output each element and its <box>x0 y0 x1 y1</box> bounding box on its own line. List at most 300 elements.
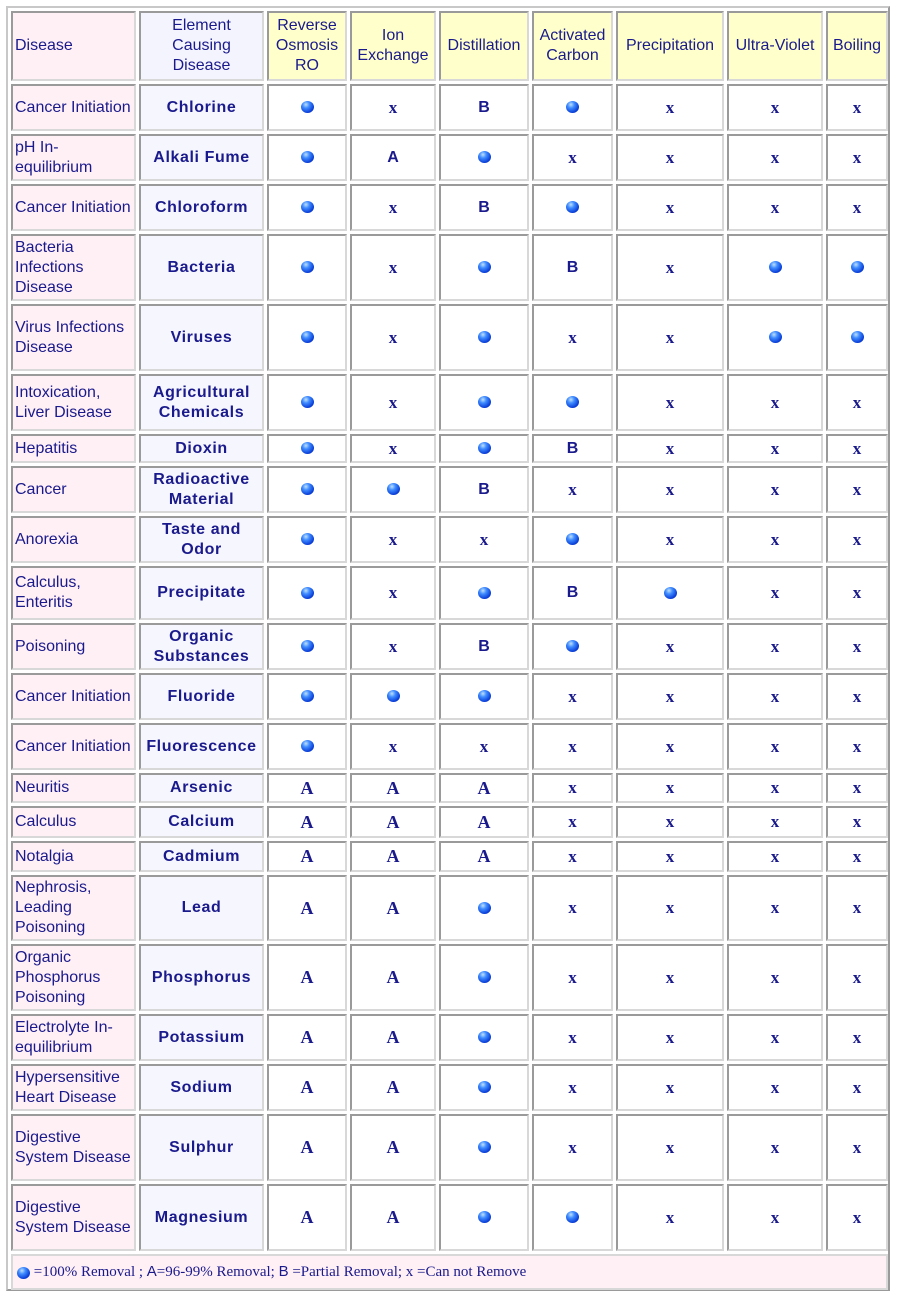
cannot-remove-mark: x <box>852 147 862 167</box>
cell-reverse-osmosis <box>267 1114 347 1181</box>
cannot-remove-mark: x <box>568 1077 577 1097</box>
element-cell: Phosphorus <box>139 944 264 1011</box>
partial-96-99-removal-mark: A <box>300 967 314 987</box>
cell-ultra-violet <box>727 723 823 770</box>
full-removal-dot-icon <box>566 533 579 545</box>
element-cell: Cadmium <box>139 841 264 872</box>
cannot-remove-mark: x <box>770 736 780 756</box>
element-cell: Fluorescence <box>139 723 264 770</box>
header-disease: Disease <box>11 11 136 81</box>
full-removal-dot-icon <box>478 971 491 983</box>
cell-ultra-violet <box>727 466 823 513</box>
cannot-remove-mark: x <box>665 636 675 656</box>
full-removal-dot-icon <box>301 640 314 652</box>
table-row <box>11 434 888 463</box>
cell-ultra-violet <box>727 304 823 371</box>
partial-removal-mark: B <box>478 480 490 498</box>
cell-distillation <box>439 134 529 181</box>
cell-ion-exchange <box>350 806 436 838</box>
cell-activated-carbon <box>532 234 613 301</box>
cannot-remove-mark: x <box>770 812 780 831</box>
cell-distillation <box>439 466 529 513</box>
element-cell: Chloroform <box>139 184 264 231</box>
cell-distillation <box>439 234 529 301</box>
cannot-remove-mark: x <box>665 392 675 412</box>
cell-distillation <box>439 875 529 941</box>
cell-ion-exchange <box>350 374 436 431</box>
cell-activated-carbon <box>532 841 613 872</box>
cell-distillation <box>439 944 529 1011</box>
cell-precipitation <box>616 1114 724 1181</box>
table-row <box>11 623 888 670</box>
disease-cell: pH In-equilibrium <box>11 134 136 181</box>
legend-row <box>11 1254 888 1290</box>
cell-reverse-osmosis <box>267 466 347 513</box>
header-ultra-violet: Ultra-Violet <box>727 11 823 81</box>
cannot-remove-mark: x <box>770 686 780 706</box>
cell-ion-exchange <box>350 1014 436 1061</box>
cell-precipitation <box>616 1014 724 1061</box>
water-treatment-table <box>8 8 891 1293</box>
cell-precipitation <box>616 566 724 620</box>
cell-boiling <box>826 723 888 770</box>
cannot-remove-mark: x <box>388 438 398 458</box>
cell-ultra-violet <box>727 516 823 563</box>
cell-reverse-osmosis <box>267 304 347 371</box>
cell-boiling <box>826 566 888 620</box>
cell-precipitation <box>616 304 724 371</box>
element-cell: Sulphur <box>139 1114 264 1181</box>
cell-distillation <box>439 374 529 431</box>
disease-cell: Intoxication, Liver Disease <box>11 374 136 431</box>
full-removal-dot-icon <box>301 101 314 113</box>
cell-ultra-violet <box>727 944 823 1011</box>
disease-cell: Hypersensitive Heart Disease <box>11 1064 136 1111</box>
full-removal-dot-icon <box>566 1211 579 1223</box>
cell-ion-exchange <box>350 184 436 231</box>
cannot-remove-mark: x <box>665 257 675 277</box>
cell-precipitation <box>616 234 724 301</box>
full-removal-dot-icon <box>301 151 314 163</box>
cannot-remove-mark: x <box>665 898 675 917</box>
cannot-remove-mark: x <box>852 736 862 756</box>
cannot-remove-mark: x <box>568 812 577 831</box>
cannot-remove-mark: x <box>770 846 780 866</box>
cannot-remove-mark: x <box>770 1077 780 1097</box>
header-row <box>11 11 888 81</box>
cell-ion-exchange <box>350 944 436 1011</box>
cell-boiling <box>826 466 888 513</box>
cell-ion-exchange <box>350 773 436 803</box>
cell-ion-exchange <box>350 723 436 770</box>
element-cell: Alkali Fume <box>139 134 264 181</box>
element-cell: Potassium <box>139 1014 264 1061</box>
cell-activated-carbon <box>532 673 613 720</box>
disease-cell: Electrolyte In-equilibrium <box>11 1014 136 1061</box>
cell-ion-exchange <box>350 673 436 720</box>
partial-96-99-removal-mark: A <box>300 1027 314 1047</box>
cannot-remove-mark: x <box>665 1027 675 1047</box>
cell-activated-carbon <box>532 466 613 513</box>
cell-boiling <box>826 875 888 941</box>
cell-activated-carbon <box>532 944 613 1011</box>
partial-96-99-removal-mark: A <box>300 1077 314 1097</box>
cannot-remove-mark: x <box>568 736 577 756</box>
cell-ion-exchange <box>350 566 436 620</box>
full-removal-dot-icon <box>301 587 314 599</box>
cannot-remove-mark: x <box>388 197 398 217</box>
partial-96-99-removal-mark: A <box>477 811 491 832</box>
legend <box>11 1254 888 1290</box>
partial-removal-mark: B <box>566 258 579 276</box>
full-removal-dot-icon <box>478 1141 491 1153</box>
table-row <box>11 1184 888 1251</box>
element-cell: Radioactive Material <box>139 466 264 513</box>
partial-96-99-removal-mark: A <box>386 897 400 918</box>
cell-precipitation <box>616 944 724 1011</box>
partial-removal-mark: B <box>566 439 579 457</box>
cell-ultra-violet <box>727 1064 823 1111</box>
cell-distillation <box>439 184 529 231</box>
cell-reverse-osmosis <box>267 875 347 941</box>
full-removal-dot-icon <box>566 640 579 652</box>
cell-precipitation <box>616 623 724 670</box>
full-removal-dot-icon <box>301 533 314 545</box>
element-cell: Fluoride <box>139 673 264 720</box>
cannot-remove-mark: x <box>568 147 577 167</box>
partial-96-99-removal-mark: A <box>300 846 314 866</box>
cell-ion-exchange <box>350 516 436 563</box>
element-cell: Arsenic <box>139 773 264 803</box>
cell-reverse-osmosis <box>267 566 347 620</box>
table-row <box>11 516 888 563</box>
cannot-remove-mark: x <box>852 97 862 117</box>
full-removal-dot-icon <box>478 1081 491 1093</box>
full-removal-dot-icon <box>301 396 314 408</box>
cannot-remove-mark: x <box>770 392 780 412</box>
cannot-remove-mark: x <box>665 147 675 167</box>
cell-distillation <box>439 1064 529 1111</box>
cell-reverse-osmosis <box>267 1014 347 1061</box>
cell-precipitation <box>616 374 724 431</box>
partial-96-99-removal-mark: A <box>477 846 491 866</box>
cannot-remove-mark: x <box>568 846 577 866</box>
cell-reverse-osmosis <box>267 723 347 770</box>
disease-cell: Nephrosis, Leading Poisoning <box>11 875 136 941</box>
cannot-remove-mark: x <box>852 529 862 549</box>
cannot-remove-mark: x <box>665 438 675 458</box>
cannot-remove-mark: x <box>770 898 780 917</box>
cannot-remove-mark: x <box>479 736 489 756</box>
cell-precipitation <box>616 434 724 463</box>
table-row <box>11 304 888 371</box>
cell-activated-carbon <box>532 1114 613 1181</box>
cannot-remove-mark: x <box>852 438 862 458</box>
cannot-remove-mark: x <box>770 479 780 499</box>
cannot-remove-mark: x <box>770 438 780 458</box>
cell-distillation <box>439 434 529 463</box>
cannot-remove-mark: x <box>770 1207 780 1227</box>
cannot-remove-mark: x <box>568 686 577 706</box>
cannot-remove-mark: x <box>568 1027 577 1047</box>
cell-boiling <box>826 944 888 1011</box>
table-row <box>11 944 888 1011</box>
full-removal-dot-icon <box>301 442 314 454</box>
cell-ion-exchange <box>350 1064 436 1111</box>
cell-distillation <box>439 841 529 872</box>
cannot-remove-mark: x <box>770 1137 780 1157</box>
header-distillation: Distillation <box>439 11 529 81</box>
cannot-remove-mark: x <box>665 778 675 797</box>
full-removal-dot-icon <box>478 1031 491 1043</box>
header-precipitation: Precipitation <box>616 11 724 81</box>
cell-activated-carbon <box>532 434 613 463</box>
cell-precipitation <box>616 723 724 770</box>
table-row <box>11 1064 888 1111</box>
cell-precipitation <box>616 673 724 720</box>
cannot-remove-mark: x <box>852 1137 862 1157</box>
full-removal-dot-icon <box>769 261 782 273</box>
element-cell: Viruses <box>139 304 264 371</box>
full-removal-dot-icon <box>478 690 491 702</box>
partial-96-99-removal-mark: A <box>300 777 314 798</box>
header-element: Element Causing Disease <box>139 11 264 81</box>
cannot-remove-mark: x <box>665 97 675 117</box>
legend-dot-text: =100% Removal ; <box>33 1264 144 1280</box>
cell-ultra-violet <box>727 1114 823 1181</box>
legend-x-symbol: x <box>405 1264 414 1280</box>
cell-ultra-violet <box>727 134 823 181</box>
cell-boiling <box>826 134 888 181</box>
cannot-remove-mark: x <box>852 812 862 831</box>
cell-precipitation <box>616 516 724 563</box>
cannot-remove-mark: x <box>770 778 780 797</box>
cell-boiling <box>826 184 888 231</box>
cell-ultra-violet <box>727 84 823 131</box>
cell-distillation <box>439 566 529 620</box>
cannot-remove-mark: x <box>568 967 577 987</box>
table-row <box>11 84 888 131</box>
element-cell: Sodium <box>139 1064 264 1111</box>
disease-cell: Anorexia <box>11 516 136 563</box>
full-removal-dot-icon <box>387 690 400 702</box>
cannot-remove-mark: x <box>852 898 862 917</box>
disease-cell: Digestive System Disease <box>11 1184 136 1251</box>
disease-cell: Digestive System Disease <box>11 1114 136 1181</box>
cell-boiling <box>826 516 888 563</box>
cannot-remove-mark: x <box>665 327 675 347</box>
cannot-remove-mark: x <box>568 479 577 499</box>
cell-ultra-violet <box>727 566 823 620</box>
table-row <box>11 875 888 941</box>
cannot-remove-mark: x <box>852 1077 862 1097</box>
cell-boiling <box>826 84 888 131</box>
cannot-remove-mark: x <box>388 327 398 347</box>
cell-precipitation <box>616 84 724 131</box>
full-removal-dot-icon <box>566 201 579 213</box>
full-removal-dot-icon <box>478 396 491 408</box>
element-cell: Dioxin <box>139 434 264 463</box>
full-removal-dot-icon <box>301 201 314 213</box>
header-boiling: Boiling <box>826 11 888 81</box>
disease-cell: Cancer Initiation <box>11 723 136 770</box>
element-cell: Chlorine <box>139 84 264 131</box>
header-activated-carbon: Activated Carbon <box>532 11 613 81</box>
table-row <box>11 1014 888 1061</box>
cell-reverse-osmosis <box>267 516 347 563</box>
cell-distillation <box>439 516 529 563</box>
full-removal-dot-icon <box>566 101 579 113</box>
cell-reverse-osmosis <box>267 374 347 431</box>
disease-cell: Calculus, Enteritis <box>11 566 136 620</box>
cell-ion-exchange <box>350 134 436 181</box>
cell-boiling <box>826 673 888 720</box>
cell-reverse-osmosis <box>267 84 347 131</box>
disease-cell: Cancer <box>11 466 136 513</box>
disease-cell: Cancer Initiation <box>11 673 136 720</box>
cell-reverse-osmosis <box>267 1184 347 1251</box>
disease-cell: Hepatitis <box>11 434 136 463</box>
legend-x-text: =Can not Remove <box>417 1264 527 1280</box>
disease-cell: Notalgia <box>11 841 136 872</box>
partial-removal-mark: B <box>478 98 490 116</box>
full-removal-dot-icon <box>664 587 677 599</box>
cell-activated-carbon <box>532 516 613 563</box>
cannot-remove-mark: x <box>568 1137 577 1157</box>
cell-precipitation <box>616 875 724 941</box>
cannot-remove-mark: x <box>388 392 398 412</box>
table-row <box>11 773 888 803</box>
partial-removal-mark: B <box>478 637 490 655</box>
cell-ion-exchange <box>350 1114 436 1181</box>
table-row <box>11 841 888 872</box>
cell-reverse-osmosis <box>267 234 347 301</box>
header-ion-exchange: Ion Exchange <box>350 11 436 81</box>
cannot-remove-mark: x <box>479 529 489 549</box>
cell-precipitation <box>616 134 724 181</box>
cell-distillation <box>439 773 529 803</box>
full-removal-dot-icon <box>301 483 314 495</box>
partial-96-99-removal-mark: A <box>386 967 400 987</box>
element-cell: Calcium <box>139 806 264 838</box>
cannot-remove-mark: x <box>770 583 780 602</box>
cell-ion-exchange <box>350 1184 436 1251</box>
cell-activated-carbon <box>532 806 613 838</box>
partial-96-99-removal-mark: A <box>386 811 400 832</box>
cell-boiling <box>826 623 888 670</box>
partial-96-99-removal-mark: A <box>387 148 399 166</box>
cell-boiling <box>826 1114 888 1181</box>
cannot-remove-mark: x <box>665 686 675 706</box>
cannot-remove-mark: x <box>568 327 577 347</box>
partial-96-99-removal-mark: A <box>300 1207 314 1227</box>
cannot-remove-mark: x <box>770 147 780 167</box>
cell-reverse-osmosis <box>267 944 347 1011</box>
partial-96-99-removal-mark: A <box>477 777 491 798</box>
cell-precipitation <box>616 773 724 803</box>
cell-ultra-violet <box>727 374 823 431</box>
cell-reverse-osmosis <box>267 773 347 803</box>
cell-activated-carbon <box>532 1184 613 1251</box>
disease-cell: Calculus <box>11 806 136 838</box>
table-row <box>11 134 888 181</box>
full-removal-dot-icon <box>851 331 864 343</box>
partial-removal-mark: B <box>478 198 490 216</box>
cell-ion-exchange <box>350 234 436 301</box>
disease-cell: Cancer Initiation <box>11 84 136 131</box>
disease-cell: Organic Phosphorus Poisoning <box>11 944 136 1011</box>
element-cell: Taste and Odor <box>139 516 264 563</box>
cannot-remove-mark: x <box>665 967 675 987</box>
cell-ultra-violet <box>727 875 823 941</box>
disease-cell: Neuritis <box>11 773 136 803</box>
cell-distillation <box>439 84 529 131</box>
cannot-remove-mark: x <box>665 1077 675 1097</box>
partial-96-99-removal-mark: A <box>386 846 400 866</box>
cell-boiling <box>826 806 888 838</box>
cell-activated-carbon <box>532 566 613 620</box>
cannot-remove-mark: x <box>388 583 398 602</box>
cell-distillation <box>439 673 529 720</box>
cannot-remove-mark: x <box>665 846 675 866</box>
partial-96-99-removal-mark: A <box>386 1077 400 1097</box>
table-row <box>11 723 888 770</box>
full-removal-dot-icon <box>478 902 491 914</box>
legend-b-text: =Partial Removal; <box>292 1264 403 1280</box>
cannot-remove-mark: x <box>665 1137 675 1157</box>
cell-boiling <box>826 434 888 463</box>
cell-precipitation <box>616 1184 724 1251</box>
element-cell: Organic Substances <box>139 623 264 670</box>
cannot-remove-mark: x <box>388 97 398 117</box>
table-row <box>11 466 888 513</box>
table-row <box>11 184 888 231</box>
cannot-remove-mark: x <box>665 197 675 217</box>
cell-ultra-violet <box>727 773 823 803</box>
cell-activated-carbon <box>532 304 613 371</box>
cell-activated-carbon <box>532 374 613 431</box>
cell-ultra-violet <box>727 623 823 670</box>
disease-cell: Bacteria Infections Disease <box>11 234 136 301</box>
partial-96-99-removal-mark: A <box>386 777 400 798</box>
full-removal-dot-icon <box>387 483 400 495</box>
full-removal-dot-icon <box>769 331 782 343</box>
cell-distillation <box>439 1184 529 1251</box>
table-row <box>11 673 888 720</box>
cell-activated-carbon <box>532 1064 613 1111</box>
cell-activated-carbon <box>532 134 613 181</box>
cell-distillation <box>439 1014 529 1061</box>
cannot-remove-mark: x <box>852 1027 862 1047</box>
cannot-remove-mark: x <box>770 1027 780 1047</box>
table-row <box>11 806 888 838</box>
cell-ultra-violet <box>727 1184 823 1251</box>
element-cell: Bacteria <box>139 234 264 301</box>
cell-activated-carbon <box>532 623 613 670</box>
cannot-remove-mark: x <box>852 846 862 866</box>
full-removal-dot-icon <box>301 740 314 752</box>
partial-96-99-removal-mark: A <box>386 1137 400 1157</box>
cannot-remove-mark: x <box>852 686 862 706</box>
cell-ultra-violet <box>727 434 823 463</box>
cannot-remove-mark: x <box>388 736 398 756</box>
cell-reverse-osmosis <box>267 184 347 231</box>
cannot-remove-mark: x <box>665 736 675 756</box>
cell-reverse-osmosis <box>267 1064 347 1111</box>
partial-removal-mark: B <box>566 584 579 601</box>
cell-precipitation <box>616 466 724 513</box>
partial-96-99-removal-mark: A <box>300 811 314 832</box>
